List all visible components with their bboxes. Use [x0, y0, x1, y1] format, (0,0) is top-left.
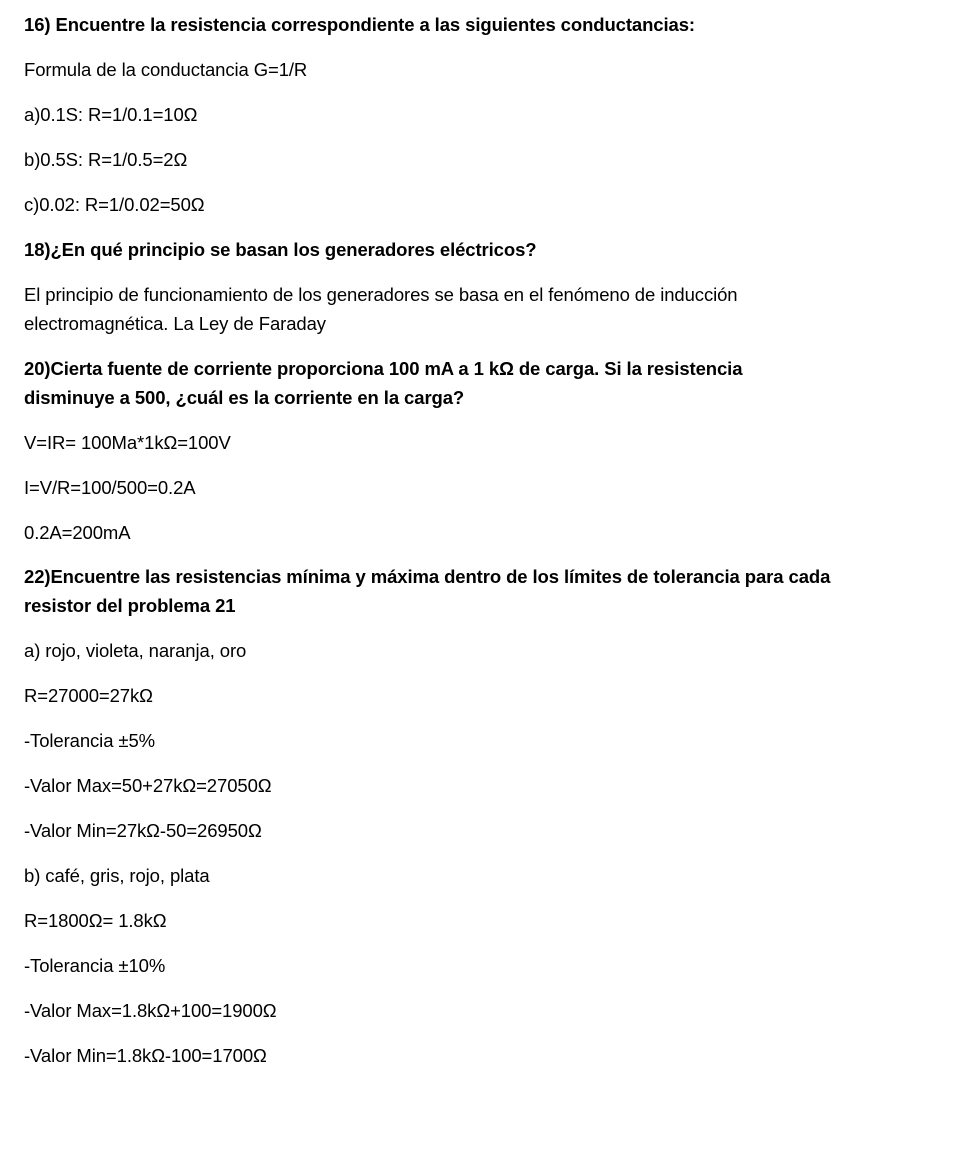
q22a-min: -Valor Min=27kΩ-50=26950Ω	[24, 820, 262, 841]
q20-heading-line-2: disminuye a 500, ¿cuál es la corriente en la carga?	[24, 387, 465, 408]
q22b-max: -Valor Max=1.8kΩ+100=1900Ω	[24, 1000, 277, 1021]
q22b-min: -Valor Min=1.8kΩ-100=1700Ω	[24, 1045, 267, 1066]
q16-formula: Formula de la conductancia G=1/R	[24, 59, 308, 80]
q22a-tolerance: -Tolerancia ±5%	[24, 730, 156, 751]
q22a-resistance: R=27000=27kΩ	[24, 685, 153, 706]
q16-answer-b: b)0.5S: R=1/0.5=2Ω	[24, 149, 188, 170]
q22b-resistance: R=1800Ω= 1.8kΩ	[24, 910, 167, 931]
q18-heading: 18)¿En qué principio se basan los generadores eléctricos?	[24, 239, 537, 260]
q20-answer-1: V=IR= 100Ma*1kΩ=100V	[24, 432, 231, 453]
q22-heading-line-2: resistor del problema 21	[24, 595, 236, 616]
q22a-colors: a) rojo, violeta, naranja, oro	[24, 640, 247, 661]
q22b-tolerance: -Tolerancia ±10%	[24, 955, 166, 976]
q20-answer-3: 0.2A=200mA	[24, 522, 131, 543]
q22-heading-line-1: 22)Encuentre las resistencias mínima y máxima dentro de los límites de tolerancia para cada	[24, 566, 831, 587]
q20-heading-line-1: 20)Cierta fuente de corriente proporciona 100 mA a 1 kΩ de carga. Si la resistencia	[24, 358, 743, 379]
q18-answer-line-2: electromagnética. La Ley de Faraday	[24, 313, 326, 334]
q22b-colors: b) café, gris, rojo, plata	[24, 865, 210, 886]
q20-answer-2: I=V/R=100/500=0.2A	[24, 477, 196, 498]
q16-answer-c: c)0.02: R=1/0.02=50Ω	[24, 194, 205, 215]
q16-answer-a: a)0.1S: R=1/0.1=10Ω	[24, 104, 198, 125]
q18-answer-line-1: El principio de funcionamiento de los generadores se basa en el fenómeno de inducción	[24, 284, 738, 305]
q16-heading: 16) Encuentre la resistencia correspondiente a las siguientes conductancias:	[24, 14, 695, 35]
q22a-max: -Valor Max=50+27kΩ=27050Ω	[24, 775, 272, 796]
